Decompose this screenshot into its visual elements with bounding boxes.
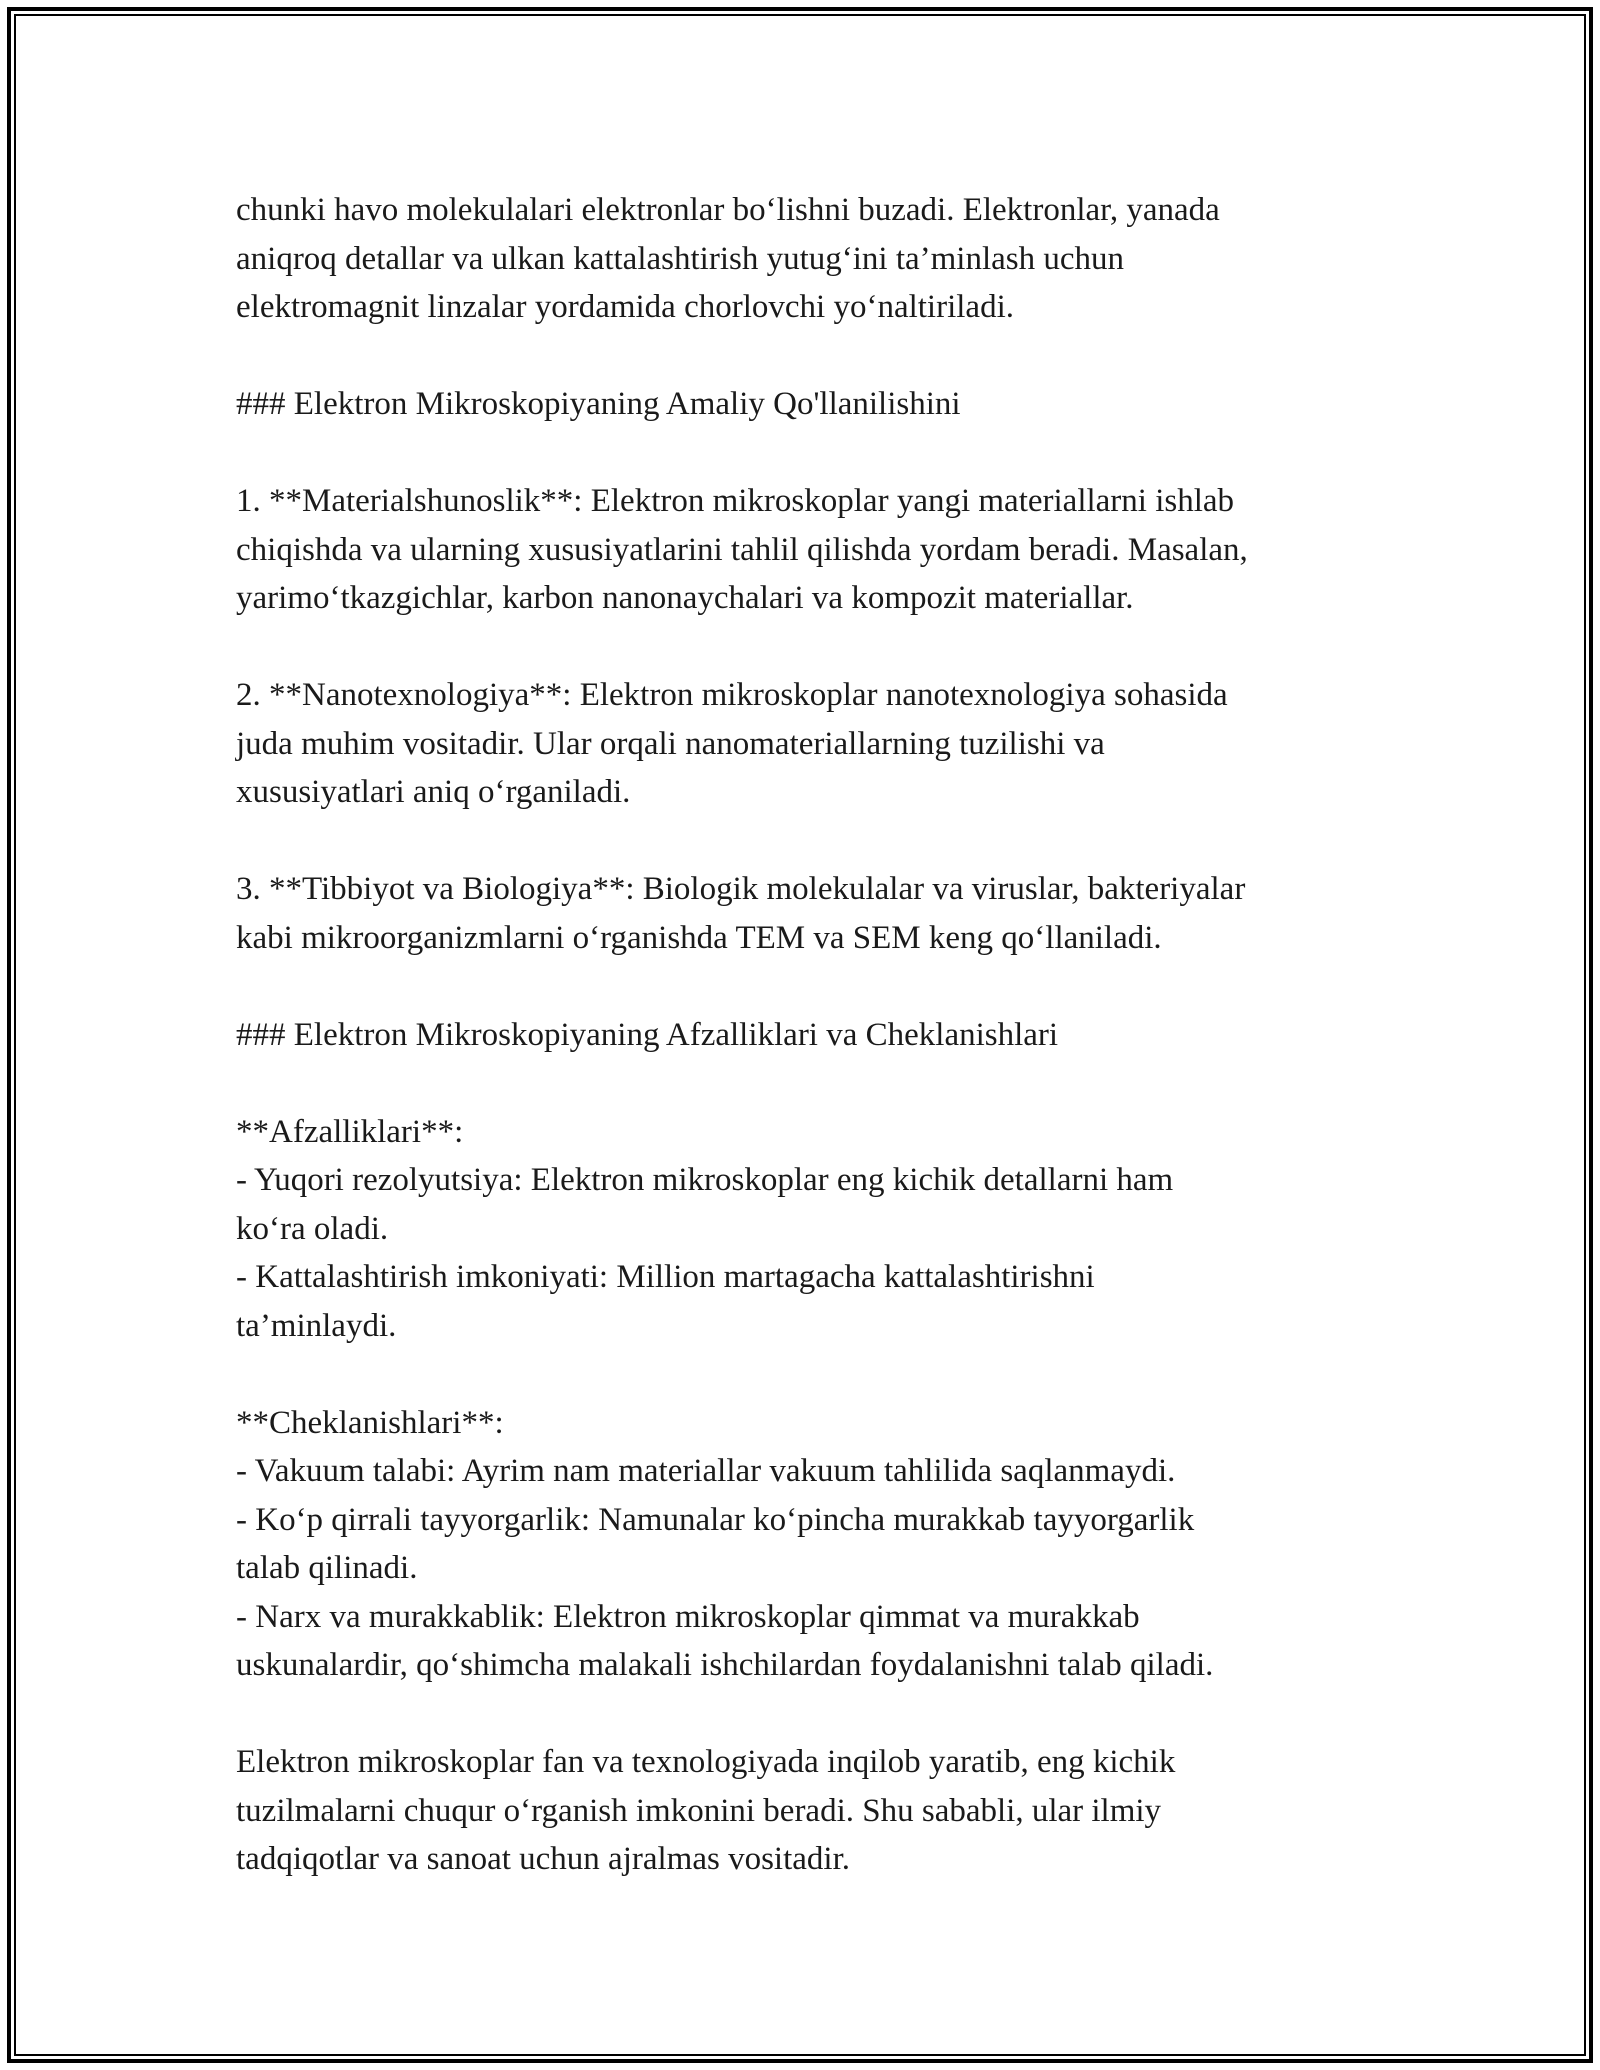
text-line: tuzilmalarni chuqur o‘rganish imkonini beradi. Shu sababli, ular ilmiy <box>236 1792 1162 1829</box>
list-item-materials-science <box>236 477 1386 623</box>
text-line: yarimo‘tkazgichlar, karbon nanonaychalari va kompozit materiallar. <box>236 580 1134 616</box>
text-line: elektromagnit linzalar yordamida chorlovchi yo‘naltiriladi. <box>236 289 1014 325</box>
text-line: - Narx va murakkablik: Elektron mikroskoplar qimmat va murakkab <box>236 1598 1140 1635</box>
advantages-heading: **Afzalliklari**: <box>236 1113 464 1150</box>
list-item-nanotechnology <box>236 671 1386 817</box>
document-body <box>236 186 1386 1884</box>
text-line: - Kattalashtirish imkoniyati: Million martagacha kattalashtirishni <box>236 1259 1095 1295</box>
text-line: chiqishda va ularning xususiyatlarini tahlil qilishda yordam beradi. Masalan, <box>236 531 1248 568</box>
text-line: Elektron mikroskoplar fan va texnologiyada inqilob yaratib, eng kichik <box>236 1744 1176 1780</box>
list-item-medicine-biology <box>236 865 1386 962</box>
text-line: ta’minlaydi. <box>236 1307 397 1344</box>
text-line: juda muhim vositadir. Ular orqali nanomateriallarning tuzilishi va <box>236 725 1105 762</box>
text-line: xususiyatlari aniq o‘rganiladi. <box>236 774 631 810</box>
text-line: chunki havo molekulalari elektronlar bo‘lishni buzadi. Elektronlar, yanada <box>236 192 1220 228</box>
text-line: - Vakuum talabi: Ayrim nam materiallar vakuum tahlilida saqlanmaydi. <box>236 1453 1176 1489</box>
text-line: tadqiqotlar va sanoat uchun ajralmas vositadir. <box>236 1841 850 1877</box>
section-heading-pros-cons: ### Elektron Mikroskopiyaning Afzalliklari va Cheklanishlari <box>236 1016 1059 1053</box>
limitations-heading: **Cheklanishlari**: <box>236 1404 504 1441</box>
text-line: uskunalardir, qo‘shimcha malakali ishchilardan foydalanishni talab qiladi. <box>236 1647 1214 1683</box>
text-line: 2. **Nanotexnologiya**: Elektron mikroskoplar nanotexnologiya sohasida <box>236 677 1228 713</box>
limitations-block <box>236 1399 1386 1690</box>
advantages-block <box>236 1108 1386 1351</box>
conclusion-paragraph <box>236 1738 1386 1884</box>
text-line: 1. **Materialshunoslik**: Elektron mikroskoplar yangi materiallarni ishlab <box>236 483 1235 519</box>
text-line: 3. **Tibbiyot va Biologiya**: Biologik molekulalar va viruslar, bakteriyalar <box>236 871 1246 907</box>
text-line: talab qilinadi. <box>236 1550 418 1586</box>
text-line: - Ko‘p qirrali tayyorgarlik: Namunalar ko‘pincha murakkab tayyorgarlik <box>236 1501 1195 1538</box>
text-line: aniqroq detallar va ulkan kattalashtirish yutug‘ini ta’minlash uchun <box>236 240 1125 277</box>
text-line: - Yuqori rezolyutsiya: Elektron mikroskoplar eng kichik detallarni ham <box>236 1162 1174 1198</box>
intro-paragraph <box>236 186 1386 332</box>
text-line: kabi mikroorganizmlarni o‘rganishda TEM va SEM keng qo‘llaniladi. <box>236 919 1162 956</box>
text-line: ko‘ra oladi. <box>236 1210 389 1247</box>
section-heading-applications: ### Elektron Mikroskopiyaning Amaliy Qo'llanilishini <box>236 386 961 422</box>
